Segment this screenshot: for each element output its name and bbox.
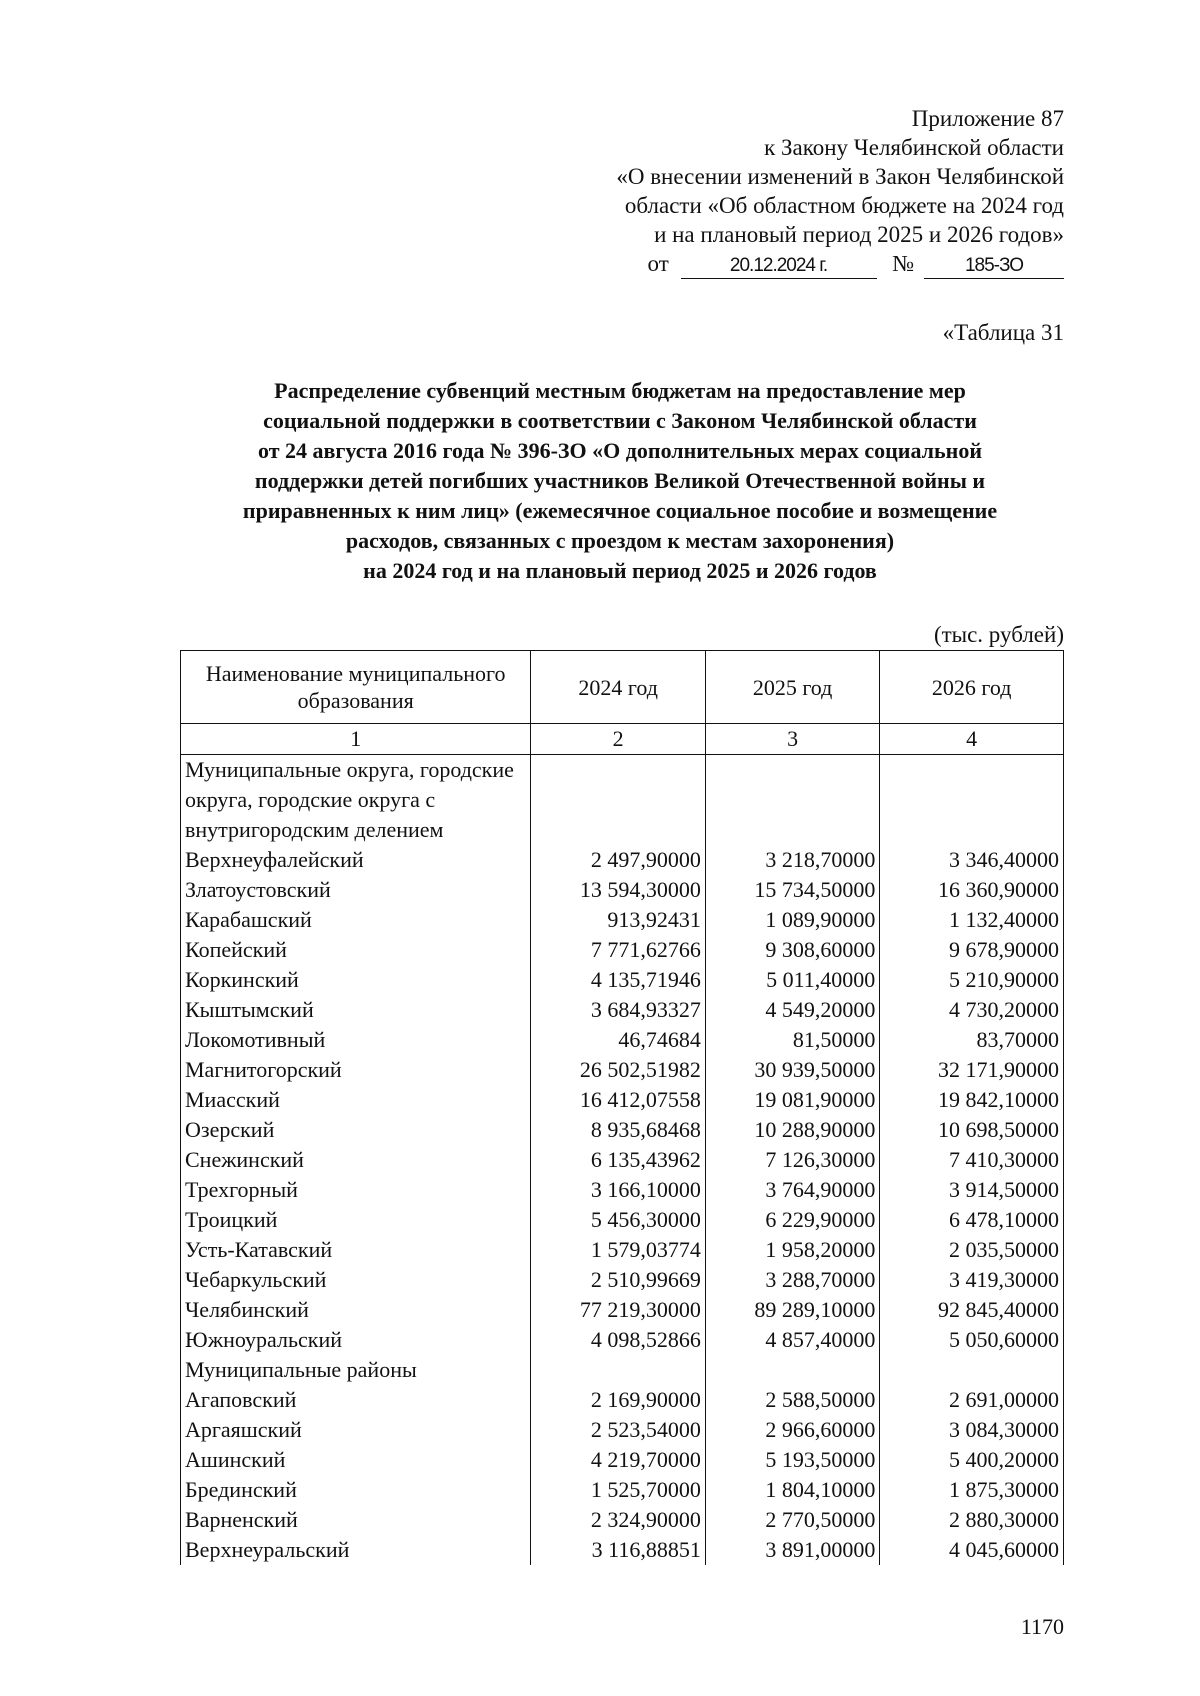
municipality-name: Аргаяшский [181, 1415, 531, 1445]
value-2024: 4 098,52866 [531, 1325, 705, 1355]
value-2024: 2 169,90000 [531, 1385, 705, 1415]
subvention-table [180, 650, 1064, 1565]
empty-cell [531, 755, 705, 846]
value-2026: 3 346,40000 [880, 845, 1064, 875]
empty-cell [531, 1355, 705, 1385]
header-line: и на плановый период 2025 и 2026 годов» [654, 222, 1064, 247]
value-2024: 1 525,70000 [531, 1475, 705, 1505]
municipality-name: Локомотивный [181, 1025, 531, 1055]
table-row [181, 845, 1064, 875]
law-number: 185-ЗО [924, 254, 1064, 279]
value-2025: 2 966,60000 [705, 1415, 879, 1445]
value-2024: 6 135,43962 [531, 1145, 705, 1175]
value-2026: 5 400,20000 [880, 1445, 1064, 1475]
table-row [181, 1385, 1064, 1415]
value-2026: 3 419,30000 [880, 1265, 1064, 1295]
value-2024: 2 510,99669 [531, 1265, 705, 1295]
value-2024: 913,92431 [531, 905, 705, 935]
header-line: к Закону Челябинской области [764, 135, 1064, 160]
value-2026: 1 132,40000 [880, 905, 1064, 935]
table-row [181, 1145, 1064, 1175]
value-2026: 3 914,50000 [880, 1175, 1064, 1205]
table-row [181, 1415, 1064, 1445]
value-2024: 3 684,93327 [531, 995, 705, 1025]
value-2025: 2 770,50000 [705, 1505, 879, 1535]
value-2025: 4 549,20000 [705, 995, 879, 1025]
value-2025: 1 958,20000 [705, 1235, 879, 1265]
from-label: от [647, 251, 669, 276]
page-number: 1170 [1020, 1614, 1064, 1639]
table-row [181, 1505, 1064, 1535]
value-2026: 5 050,60000 [880, 1325, 1064, 1355]
value-2024: 4 135,71946 [531, 965, 705, 995]
empty-cell [705, 1355, 879, 1385]
municipality-name: Карабашский [181, 905, 531, 935]
units-label: (тыс. рублей) [933, 622, 1064, 647]
value-2024: 2 324,90000 [531, 1505, 705, 1535]
group-title: Муниципальные округа, городские округа, городские округа с внутригородским делением [181, 755, 531, 846]
value-2026: 7 410,30000 [880, 1145, 1064, 1175]
value-2026: 9 678,90000 [880, 935, 1064, 965]
table-row [181, 905, 1064, 935]
value-2026: 5 210,90000 [880, 965, 1064, 995]
municipality-name: Кыштымский [181, 995, 531, 1025]
table-row [181, 1265, 1064, 1295]
value-2026: 3 084,30000 [880, 1415, 1064, 1445]
value-2025: 3 218,70000 [705, 845, 879, 875]
law-reference-line [544, 249, 1064, 279]
value-2025: 10 288,90000 [705, 1115, 879, 1145]
column-header-name: Наименование муниципального образования [181, 651, 531, 724]
title-line: приравненных к ним лиц» (ежемесячное социальное пособие и возмещение [242, 498, 998, 523]
table-row [181, 875, 1064, 905]
header-line: области «Об областном бюджете на 2024 год [624, 193, 1064, 218]
table-row [181, 965, 1064, 995]
value-2024: 3 116,88851 [531, 1535, 705, 1565]
municipality-name: Челябинский [181, 1295, 531, 1325]
header-line: «О внесении изменений в Закон Челябинской [616, 164, 1064, 189]
value-2026: 4 730,20000 [880, 995, 1064, 1025]
municipality-name: Верхнеуральский [181, 1535, 531, 1565]
table-row [181, 1205, 1064, 1235]
value-2025: 19 081,90000 [705, 1085, 879, 1115]
value-2026: 4 045,60000 [880, 1535, 1064, 1565]
value-2024: 5 456,30000 [531, 1205, 705, 1235]
value-2024: 26 502,51982 [531, 1055, 705, 1085]
value-2024: 2 497,90000 [531, 845, 705, 875]
group-header-row [181, 1355, 1064, 1385]
table-row [181, 935, 1064, 965]
table-row [181, 1175, 1064, 1205]
column-header-2026: 2026 год [880, 651, 1064, 724]
column-number: 2 [531, 724, 705, 755]
value-2024: 4 219,70000 [531, 1445, 705, 1475]
value-2026: 83,70000 [880, 1025, 1064, 1055]
municipality-name: Варненский [181, 1505, 531, 1535]
group-header-row [181, 755, 1064, 846]
table-row [181, 1115, 1064, 1145]
municipality-name: Южноуральский [181, 1325, 531, 1355]
value-2024: 8 935,68468 [531, 1115, 705, 1145]
table-row [181, 995, 1064, 1025]
table-header-row [181, 651, 1064, 724]
value-2025: 3 764,90000 [705, 1175, 879, 1205]
municipality-name: Снежинский [181, 1145, 531, 1175]
municipality-name: Верхнеуфалейский [181, 845, 531, 875]
law-date: 20.12.2024 г. [681, 254, 877, 279]
document-header [544, 104, 1064, 279]
value-2025: 3 891,00000 [705, 1535, 879, 1565]
column-header-2025: 2025 год [705, 651, 879, 724]
title-line: Распределение субвенций местным бюджетам на предоставление мер [274, 378, 966, 403]
table-row [181, 1055, 1064, 1085]
municipality-name: Троицкий [181, 1205, 531, 1235]
value-2024: 1 579,03774 [531, 1235, 705, 1265]
value-2025: 6 229,90000 [705, 1205, 879, 1235]
empty-cell [705, 755, 879, 846]
value-2026: 10 698,50000 [880, 1115, 1064, 1145]
municipality-name: Усть-Катавский [181, 1235, 531, 1265]
value-2026: 19 842,10000 [880, 1085, 1064, 1115]
column-number: 4 [880, 724, 1064, 755]
title-line: от 24 августа 2016 года № 396-ЗО «О дополнительных мерах социальной [258, 438, 982, 463]
table-label: «Таблица 31 [942, 320, 1064, 345]
municipality-name: Магнитогорский [181, 1055, 531, 1085]
value-2026: 1 875,30000 [880, 1475, 1064, 1505]
title-line: поддержки детей погибших участников Великой Отечественной войны и [254, 468, 986, 493]
value-2025: 2 588,50000 [705, 1385, 879, 1415]
municipality-name: Трехгорный [181, 1175, 531, 1205]
value-2026: 6 478,10000 [880, 1205, 1064, 1235]
title-line: расходов, связанных с проездом к местам захоронения) [345, 528, 895, 553]
value-2025: 30 939,50000 [705, 1055, 879, 1085]
table-body [181, 755, 1064, 1566]
title-line: на 2024 год и на плановый период 2025 и 2026 годов [363, 558, 877, 583]
value-2026: 2 691,00000 [880, 1385, 1064, 1415]
number-label: № [892, 251, 915, 276]
municipality-name: Златоустовский [181, 875, 531, 905]
municipality-name: Миасский [181, 1085, 531, 1115]
municipality-name: Брединский [181, 1475, 531, 1505]
value-2026: 92 845,40000 [880, 1295, 1064, 1325]
value-2024: 16 412,07558 [531, 1085, 705, 1115]
value-2026: 32 171,90000 [880, 1055, 1064, 1085]
municipality-name: Агаповский [181, 1385, 531, 1415]
value-2025: 1 089,90000 [705, 905, 879, 935]
column-header-2024: 2024 год [531, 651, 705, 724]
value-2024: 13 594,30000 [531, 875, 705, 905]
value-2025: 15 734,50000 [705, 875, 879, 905]
table-row [181, 1445, 1064, 1475]
column-number-row [181, 724, 1064, 755]
header-line: Приложение 87 [911, 106, 1064, 131]
municipality-name: Коркинский [181, 965, 531, 995]
table-row [181, 1085, 1064, 1115]
table-row [181, 1295, 1064, 1325]
value-2025: 89 289,10000 [705, 1295, 879, 1325]
value-2025: 5 011,40000 [705, 965, 879, 995]
value-2025: 9 308,60000 [705, 935, 879, 965]
value-2024: 7 771,62766 [531, 935, 705, 965]
value-2025: 3 288,70000 [705, 1265, 879, 1295]
value-2026: 16 360,90000 [880, 875, 1064, 905]
group-title: Муниципальные районы [181, 1355, 531, 1385]
column-number: 1 [181, 724, 531, 755]
value-2025: 81,50000 [705, 1025, 879, 1055]
table-row [181, 1325, 1064, 1355]
value-2024: 3 166,10000 [531, 1175, 705, 1205]
value-2026: 2 880,30000 [880, 1505, 1064, 1535]
municipality-name: Чебаркульский [181, 1265, 531, 1295]
value-2024: 2 523,54000 [531, 1415, 705, 1445]
value-2025: 1 804,10000 [705, 1475, 879, 1505]
municipality-name: Копейский [181, 935, 531, 965]
value-2025: 7 126,30000 [705, 1145, 879, 1175]
empty-cell [880, 1355, 1064, 1385]
municipality-name: Ашинский [181, 1445, 531, 1475]
value-2026: 2 035,50000 [880, 1235, 1064, 1265]
title-line: социальной поддержки в соответствии с Законом Челябинской области [263, 408, 977, 433]
empty-cell [880, 755, 1064, 846]
column-number: 3 [705, 724, 879, 755]
value-2024: 46,74684 [531, 1025, 705, 1055]
table-row [181, 1025, 1064, 1055]
table-row [181, 1535, 1064, 1565]
municipality-name: Озерский [181, 1115, 531, 1145]
value-2025: 4 857,40000 [705, 1325, 879, 1355]
value-2025: 5 193,50000 [705, 1445, 879, 1475]
document-title [180, 376, 1060, 586]
table-row [181, 1475, 1064, 1505]
value-2024: 77 219,30000 [531, 1295, 705, 1325]
table-row [181, 1235, 1064, 1265]
